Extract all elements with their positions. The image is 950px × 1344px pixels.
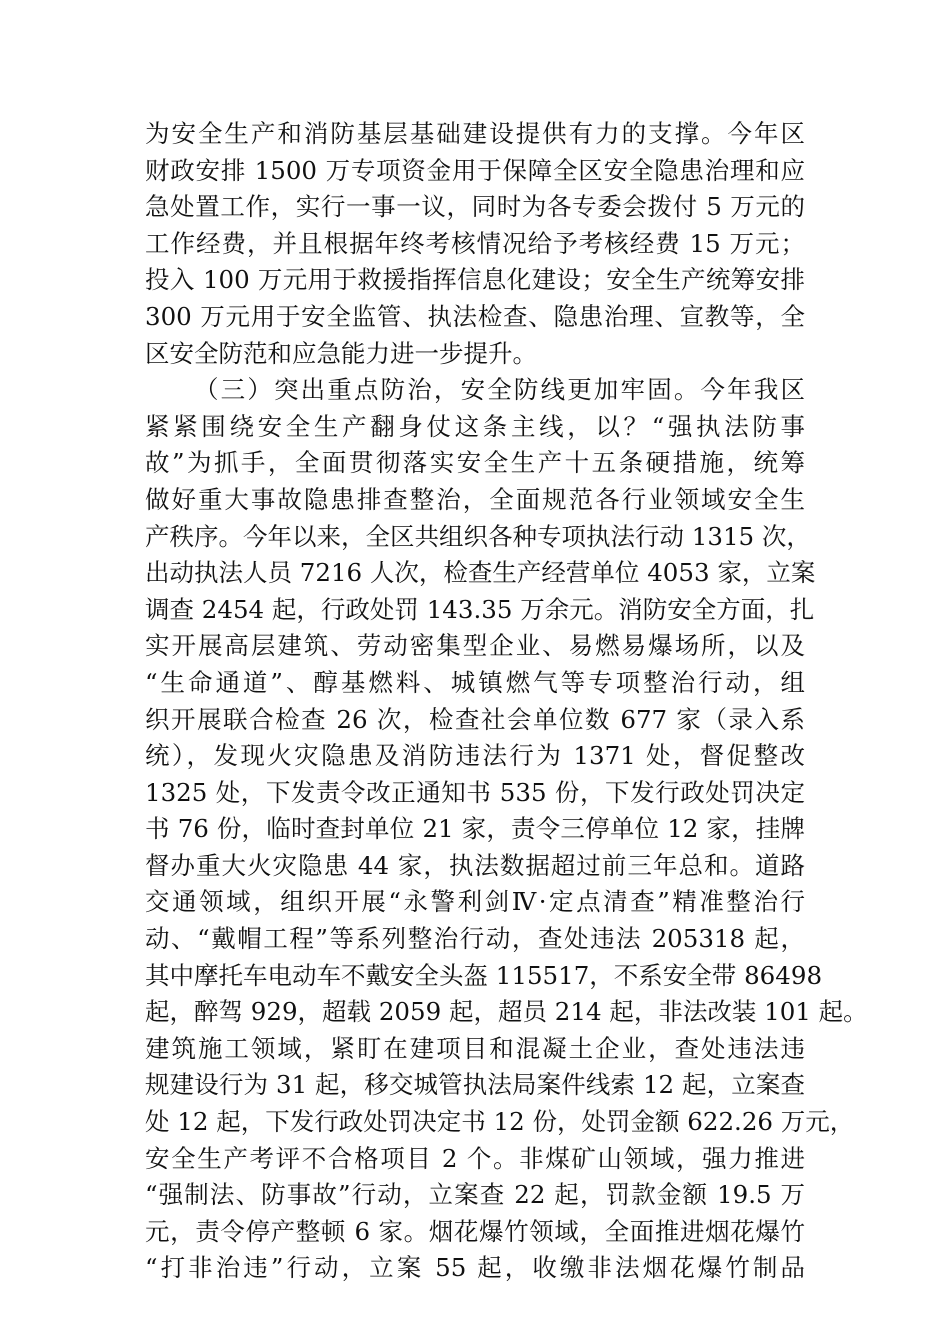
paragraph-line: 紧紧围绕安全生产翻身仗这条主线，以？“强执法防事 <box>145 411 805 441</box>
paragraph-line: 动、“戴帽工程”等系列整治行动，查处违法 205318 起， <box>145 924 805 954</box>
paragraph-line: 实开展高层建筑、劳动密集型企业、易燃易爆场所，以及 <box>145 631 805 661</box>
body-text <box>145 116 868 1287</box>
paragraph-line: 规建设行为 31 起，移交城管执法局案件线索 12 起，立案查 <box>145 1070 805 1100</box>
paragraph-line: 安全生产考评不合格项目 2 个。非煤矿山领域，强力推进 <box>145 1143 805 1173</box>
paragraph-line: 书 76 份，临时查封单位 21 家，责令三停单位 12 家，挂牌 <box>145 814 805 844</box>
paragraph-line: 300 万元用于安全监管、执法检查、隐患治理、宣教等，全 <box>145 301 805 331</box>
paragraph-2 <box>145 372 868 1287</box>
paragraph-line: 区安全防范和应急能力进一步提升。 <box>145 338 537 368</box>
paragraph-line: 起，醉驾 929，超载 2059 起，超员 214 起，非法改装 101 起。 <box>145 997 868 1027</box>
paragraph-line: 产秩序。今年以来，全区共组织各种专项执法行动 1315 次， <box>145 521 811 551</box>
paragraph-line: 织开展联合检查 26 次，检查社会单位数 677 家（录入系 <box>145 704 805 734</box>
paragraph-line: 做好重大事故隐患排查整治，全面规范各行业领域安全生 <box>145 484 805 514</box>
paragraph-line: 元，责令停产整顿 6 家。烟花爆竹领域，全面推进烟花爆竹 <box>145 1216 805 1246</box>
paragraph-line: 督办重大火灾隐患 44 家，执法数据超过前三年总和。道路 <box>145 850 805 880</box>
paragraph-line: 出动执法人员 7216 人次，检查生产经营单位 4053 家，立案 <box>145 558 816 588</box>
paragraph-line: 处 12 起，下发行政处罚决定书 12 份，处罚金额 622.26 万元， <box>145 1107 855 1137</box>
paragraph-line: “打非治违”行动，立案 55 起，收缴非法烟花爆竹制品 <box>145 1253 805 1283</box>
paragraph-line: 调查 2454 起，行政处罚 143.35 万余元。消防安全方面，扎 <box>145 594 815 624</box>
paragraph-line: 1325 处，下发责令改正通知书 535 份，下发行政处罚决定 <box>145 777 805 807</box>
paragraph-line: 工作经费，并且根据年终考核情况给予考核经费 15 万元； <box>145 228 805 258</box>
paragraph-line: “生命通道”、醇基燃料、城镇燃气等专项整治行动，组 <box>145 667 805 697</box>
paragraph-line: 投入 100 万元用于救援指挥信息化建设；安全生产统筹安排 <box>145 265 805 295</box>
paragraph-1 <box>145 116 805 372</box>
paragraph-line: “强制法、防事故”行动，立案查 22 起，罚款金额 19.5 万 <box>145 1180 805 1210</box>
section-heading-line: （三）突出重点防治，安全防线更加牢固。今年我区 <box>194 375 805 405</box>
paragraph-line: 建筑施工领域，紧盯在建项目和混凝土企业，查处违法违 <box>145 1033 805 1063</box>
paragraph-line: 故”为抓手，全面贯彻落实安全生产十五条硬措施，统筹 <box>145 448 805 478</box>
paragraph-line: 统），发现火灾隐患及消防违法行为 1371 处，督促整改 <box>145 741 805 771</box>
paragraph-line: 其中摩托车电动车不戴安全头盔 115517，不系安全带 86498 <box>145 960 823 990</box>
paragraph-line: 交通领域，组织开展“永警利剑Ⅳ·定点清查”精准整治行 <box>145 887 805 917</box>
paragraph-line: 财政安排 1500 万专项资金用于保障全区安全隐患治理和应 <box>145 155 805 185</box>
paragraph-line: 为安全生产和消防基层基础建设提供有力的支撑。今年区 <box>145 119 805 148</box>
paragraph-line: 急处置工作，实行一事一议，同时为各专委会拨付 5 万元的 <box>145 192 805 222</box>
